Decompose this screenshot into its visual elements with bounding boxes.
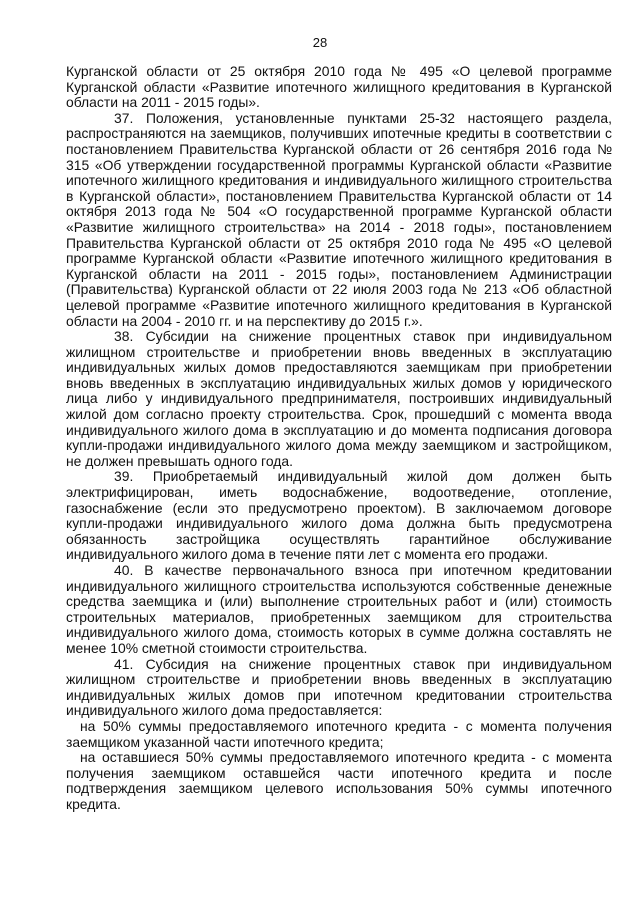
document-body: [66, 64, 612, 813]
paragraph-38: 38. Субсидии на снижение процентных ставок при индивидуальном жилищном строительстве и приобретении вновь введенных в эксплуатацию индивидуальных жилых домов предоставляются заемщикам при приобретении вновь введенных в эксплуатацию индивидуальных жилых домов у юридического лица либо у индивидуального предпринимателя, построивших индивидуальный жилой дом согласно проекту строительства. Срок, прошедший с момента ввода индивидуального жилого дома в эксплуатацию и до момента подписания договора купли-продажи индивидуального жилого дома между заемщиком и застройщиком, не должен превышать одного года.: [66, 328, 612, 469]
paragraph-39: 39. Приобретаемый индивидуальный жилой дом должен быть электрифицирован, иметь водоснабжение, водоотведение, отопление, газоснабжение (если это предусмотрено проектом). В заключаемом договоре купли-продажи индивидуального жилого дома должна быть предусмотрена обязанность застройщика осуществлять гарантийное обслуживание индивидуального жилого дома в течение пяти лет с момента его продажи.: [66, 468, 612, 563]
paragraph-continuation: Курганской области от 25 октября 2010 года № 495 «О целевой программе Курганской области «Развитие ипотечного жилищного кредитования в Курганской области на 2011 - 2015 годы».: [66, 63, 612, 111]
paragraph-40: 40. В качестве первоначального взноса при ипотечном кредитовании индивидуального жилищного строительства используются собственные денежные средства заемщика и (или) выполнение строительных работ и (или) стоимость строительных материалов, приобретенных заемщиком для строительства индивидуального жилого дома, стоимость которых в сумме должна составлять не менее 10% сметной стоимости строительства.: [66, 562, 612, 656]
paragraph-41-item-2: на оставшиеся 50% суммы предоставляемого ипотечного кредита - с момента получения заемщиком оставшейся части ипотечного кредита и после подтверждения заемщиком целевого использования 50% суммы ипотечного кредита.: [66, 749, 612, 812]
paragraph-41-item-1: на 50% суммы предоставляемого ипотечного кредита - с момента получения заемщиком указанной части ипотечного кредита;: [66, 717, 612, 750]
paragraph-41: 41. Субсидия на снижение процентных ставок при индивидуальном жилищном строительстве и приобретении вновь введенных в эксплуатацию индивидуальных жилых домов при ипотечном кредитовании строительства индивидуального жилого дома предоставляется:: [66, 655, 612, 719]
paragraph-37: 37. Положения, установленные пунктами 25-32 настоящего раздела, распространяются на заемщиков, получивших ипотечные кредиты в соответствии с постановлением Правительства Курганской области от 26 сентября 2016 года № 315 «Об утверждении государственной программы Курганской области «Развитие ипотечного жилищного кредитования и индивидуального жилищного строительства в Курганской области», постановлением Правительства Курганской области от 14 октября 2013 года № 504 «О государственной программе Курганской области «Развитие жилищного строительства» на 2014 - 2018 годы», постановлением Правительства Курганской области от 25 октября 2010 года № 495 «О целевой программе Курганской области «Развитие ипотечного жилищного кредитования в Курганской области на 2011 - 2015 годы», постановлением Администрации (Правительства) Курганской области от 22 июля 2003 года № 213 «Об областной целевой программе «Развитие ипотечного жилищного кредитования в Курганской области на 2004 - 2010 гг. и на перспективу до 2015 г.».: [66, 109, 612, 329]
page-number: 28: [312, 35, 328, 50]
